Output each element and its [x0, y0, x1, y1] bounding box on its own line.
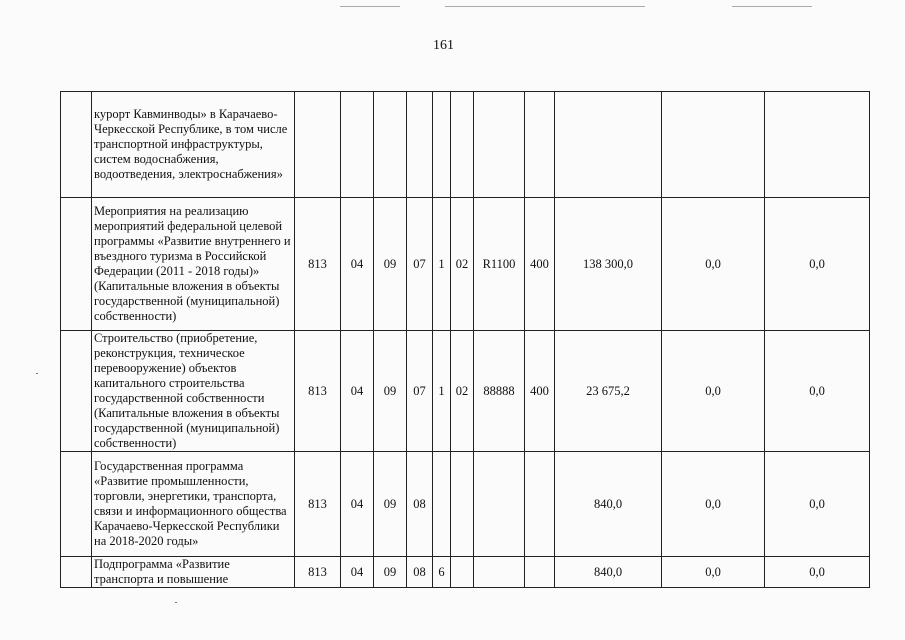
section-code-cell: 04: [341, 331, 374, 452]
subsection-code-cell: 09: [374, 331, 407, 452]
expense-type-cell: 400: [525, 331, 555, 452]
ministry-code-cell: 813: [295, 557, 341, 588]
program-code-cell: 07: [407, 331, 433, 452]
scan-edge-line: [445, 6, 645, 7]
ministry-code-cell: [295, 92, 341, 198]
direction-code-cell: [474, 557, 525, 588]
amount-2019-cell: 0,0: [662, 557, 765, 588]
table-row: [61, 331, 870, 452]
subprogram-code-cell: [433, 452, 451, 557]
budget-table: [60, 91, 870, 588]
amount-2019-cell: 0,0: [662, 198, 765, 331]
amount-2020-cell: 0,0: [765, 198, 870, 331]
subsection-code-cell: 09: [374, 557, 407, 588]
expense-type-cell: 400: [525, 198, 555, 331]
scan-speck: [36, 373, 38, 374]
table-row: [61, 198, 870, 331]
amount-2018-cell: 840,0: [555, 557, 662, 588]
item-name-cell: курорт Кавминводы» в Карачаево-Черкесской Республике, в том числе транспортной инфраструктуры, систем водоснабжения, водоотведения, электроснабжения»: [92, 92, 295, 198]
empty-cell: [61, 198, 92, 331]
subsection-code-cell: 09: [374, 452, 407, 557]
amount-2019-cell: 0,0: [662, 331, 765, 452]
ministry-code-cell: 813: [295, 198, 341, 331]
subprogram-code-cell: 1: [433, 198, 451, 331]
empty-cell: [61, 92, 92, 198]
event-code-cell: [451, 557, 474, 588]
amount-2018-cell: 840,0: [555, 452, 662, 557]
item-name-cell: Мероприятия на реализацию мероприятий федеральной целевой программы «Развитие внутреннего и въездного туризма в Российской Федерации (2011 - 2018 годы)» (Капитальные вложения в объекты государственной (муниципальной) собственности): [92, 198, 295, 331]
page-number: 161: [433, 38, 454, 53]
direction-code-cell: [474, 452, 525, 557]
table-row: [61, 557, 870, 588]
table-row: [61, 92, 870, 198]
ministry-code-cell: 813: [295, 331, 341, 452]
event-code-cell: [451, 92, 474, 198]
direction-code-cell: [474, 92, 525, 198]
expense-type-cell: [525, 92, 555, 198]
event-code-cell: [451, 452, 474, 557]
expense-type-cell: [525, 557, 555, 588]
event-code-cell: 02: [451, 198, 474, 331]
scan-edge-line: [340, 6, 400, 7]
subprogram-code-cell: 1: [433, 331, 451, 452]
subprogram-code-cell: 6: [433, 557, 451, 588]
program-code-cell: 07: [407, 198, 433, 331]
program-code-cell: 08: [407, 557, 433, 588]
amount-2018-cell: [555, 92, 662, 198]
section-code-cell: 04: [341, 557, 374, 588]
table-row: [61, 452, 870, 557]
amount-2018-cell: 138 300,0: [555, 198, 662, 331]
subsection-code-cell: [374, 92, 407, 198]
direction-code-cell: 88888: [474, 331, 525, 452]
scan-edge-line: [732, 6, 812, 7]
item-name-cell: Государственная программа «Развитие промышленности, торговли, энергетики, транспорта, связи и информационного общества Карачаево-Черкесской Республики на 2018-2020 годы»: [92, 452, 295, 557]
item-name-cell: Подпрограмма «Развитие транспорта и повышение: [92, 557, 295, 588]
amount-2019-cell: 0,0: [662, 452, 765, 557]
empty-cell: [61, 331, 92, 452]
scan-speck: [175, 602, 177, 603]
item-name-cell: Строительство (приобретение, реконструкция, техническое перевооружение) объектов капитального строительства государственной собственности (Капитальные вложения в объекты государственной (муниципальной) собственности): [92, 331, 295, 452]
amount-2020-cell: 0,0: [765, 331, 870, 452]
amount-2020-cell: 0,0: [765, 557, 870, 588]
section-code-cell: 04: [341, 198, 374, 331]
program-code-cell: 08: [407, 452, 433, 557]
empty-cell: [61, 452, 92, 557]
amount-2020-cell: [765, 92, 870, 198]
expense-type-cell: [525, 452, 555, 557]
amount-2018-cell: 23 675,2: [555, 331, 662, 452]
program-code-cell: [407, 92, 433, 198]
section-code-cell: [341, 92, 374, 198]
event-code-cell: 02: [451, 331, 474, 452]
subprogram-code-cell: [433, 92, 451, 198]
amount-2020-cell: 0,0: [765, 452, 870, 557]
section-code-cell: 04: [341, 452, 374, 557]
subsection-code-cell: 09: [374, 198, 407, 331]
amount-2019-cell: [662, 92, 765, 198]
direction-code-cell: R1100: [474, 198, 525, 331]
ministry-code-cell: 813: [295, 452, 341, 557]
empty-cell: [61, 557, 92, 588]
